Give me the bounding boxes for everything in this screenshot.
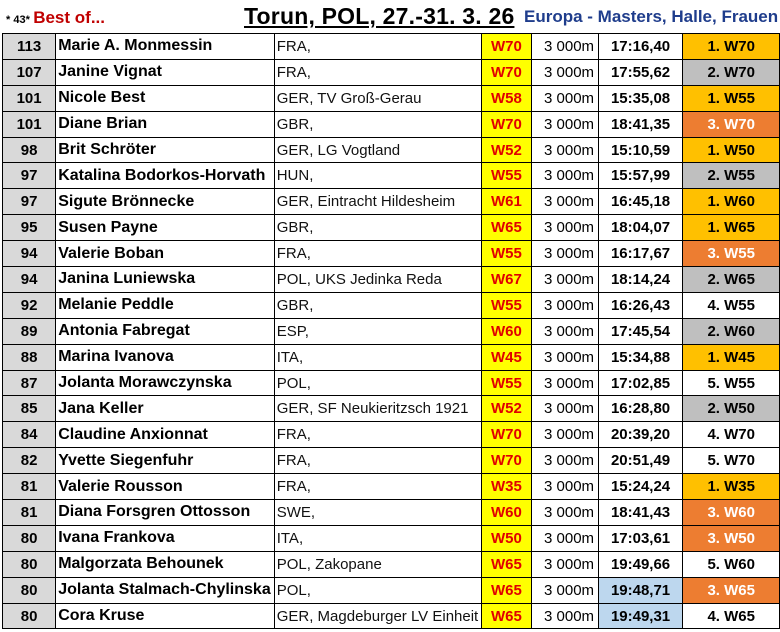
distance-cell: 3 000m <box>540 137 598 163</box>
spacer-cell <box>531 525 540 551</box>
age-category-cell: W65 <box>482 577 531 603</box>
points-cell: 97 <box>3 189 56 215</box>
athlete-name-cell: Jolanta Stalmach-Chylinska <box>56 577 275 603</box>
age-category-cell: W65 <box>482 215 531 241</box>
points-cell: 92 <box>3 292 56 318</box>
athlete-name-cell: Antonia Fabregat <box>56 318 275 344</box>
club-cell: GER, Eintracht Hildesheim <box>274 189 482 215</box>
distance-cell: 3 000m <box>540 267 598 293</box>
points-cell: 80 <box>3 603 56 629</box>
age-category-cell: W70 <box>482 422 531 448</box>
athlete-name-cell: Jana Keller <box>56 396 275 422</box>
club-cell: SWE, <box>274 500 482 526</box>
club-cell: FRA, <box>274 474 482 500</box>
spacer-cell <box>531 241 540 267</box>
time-cell: 15:24,24 <box>598 474 683 500</box>
points-cell: 88 <box>3 344 56 370</box>
placement-cell: 5. W60 <box>683 551 780 577</box>
header-prefix <box>6 8 105 28</box>
distance-cell: 3 000m <box>540 551 598 577</box>
table-row <box>3 396 780 422</box>
time-cell: 18:14,24 <box>598 267 683 293</box>
spacer-cell <box>531 189 540 215</box>
spacer-cell <box>531 292 540 318</box>
table-row <box>3 500 780 526</box>
spacer-cell <box>531 577 540 603</box>
placement-cell: 5. W70 <box>683 448 780 474</box>
table-row <box>3 344 780 370</box>
points-cell: 94 <box>3 241 56 267</box>
athlete-name-cell: Valerie Rousson <box>56 474 275 500</box>
placement-cell: 2. W60 <box>683 318 780 344</box>
placement-cell: 1. W60 <box>683 189 780 215</box>
placement-cell: 1. W50 <box>683 137 780 163</box>
spacer-cell <box>531 215 540 241</box>
club-cell: POL, UKS Jedinka Reda <box>274 267 482 293</box>
points-cell: 82 <box>3 448 56 474</box>
table-row <box>3 551 780 577</box>
distance-cell: 3 000m <box>540 34 598 60</box>
club-cell: GER, SF Neukieritzsch 1921 <box>274 396 482 422</box>
club-cell: ESP, <box>274 318 482 344</box>
athlete-name-cell: Jolanta Morawczynska <box>56 370 275 396</box>
club-cell: GBR, <box>274 111 482 137</box>
spacer-cell <box>531 500 540 526</box>
spacer-cell <box>531 318 540 344</box>
time-cell: 19:49,66 <box>598 551 683 577</box>
points-cell: 98 <box>3 137 56 163</box>
placement-cell: 3. W70 <box>683 111 780 137</box>
athlete-name-cell: Melanie Peddle <box>56 292 275 318</box>
table-row <box>3 85 780 111</box>
points-cell: 101 <box>3 85 56 111</box>
age-category-cell: W35 <box>482 474 531 500</box>
age-category-cell: W70 <box>482 111 531 137</box>
table-row <box>3 137 780 163</box>
club-cell: POL, Zakopane <box>274 551 482 577</box>
athlete-name-cell: Cora Kruse <box>56 603 275 629</box>
spacer-cell <box>531 448 540 474</box>
time-cell: 16:45,18 <box>598 189 683 215</box>
table-row <box>3 111 780 137</box>
placement-cell: 2. W50 <box>683 396 780 422</box>
club-cell: ITA, <box>274 344 482 370</box>
club-cell: POL, <box>274 370 482 396</box>
spacer-cell <box>531 422 540 448</box>
points-cell: 107 <box>3 59 56 85</box>
points-cell: 80 <box>3 525 56 551</box>
table-row <box>3 59 780 85</box>
table-row <box>3 448 780 474</box>
spacer-cell <box>531 551 540 577</box>
distance-cell: 3 000m <box>540 396 598 422</box>
athlete-name-cell: Valerie Boban <box>56 241 275 267</box>
table-row <box>3 370 780 396</box>
athlete-name-cell: Yvette Siegenfuhr <box>56 448 275 474</box>
placement-cell: 1. W55 <box>683 85 780 111</box>
placement-cell: 2. W65 <box>683 267 780 293</box>
distance-cell: 3 000m <box>540 344 598 370</box>
club-cell: FRA, <box>274 34 482 60</box>
points-cell: 80 <box>3 577 56 603</box>
best-of-label: Best of... <box>33 8 105 27</box>
time-cell: 15:57,99 <box>598 163 683 189</box>
placement-cell: 1. W70 <box>683 34 780 60</box>
age-category-cell: W55 <box>482 370 531 396</box>
club-cell: POL, <box>274 577 482 603</box>
age-category-cell: W70 <box>482 59 531 85</box>
athlete-name-cell: Janina Luniewska <box>56 267 275 293</box>
athlete-name-cell: Katalina Bodorkos-Horvath <box>56 163 275 189</box>
distance-cell: 3 000m <box>540 111 598 137</box>
time-cell: 17:55,62 <box>598 59 683 85</box>
distance-cell: 3 000m <box>540 474 598 500</box>
athlete-name-cell: Claudine Anxionnat <box>56 422 275 448</box>
club-cell: FRA, <box>274 422 482 448</box>
table-row <box>3 577 780 603</box>
time-cell: 15:35,08 <box>598 85 683 111</box>
placement-cell: 3. W60 <box>683 500 780 526</box>
placement-cell: 4. W65 <box>683 603 780 629</box>
time-cell: 19:49,31 <box>598 603 683 629</box>
table-row <box>3 34 780 60</box>
age-category-cell: W60 <box>482 500 531 526</box>
list-number: * 43* <box>6 14 30 26</box>
athlete-name-cell: Nicole Best <box>56 85 275 111</box>
athlete-name-cell: Susen Payne <box>56 215 275 241</box>
time-cell: 15:10,59 <box>598 137 683 163</box>
table-row <box>3 215 780 241</box>
age-category-cell: W65 <box>482 551 531 577</box>
athlete-name-cell: Marie A. Monmessin <box>56 34 275 60</box>
placement-cell: 4. W70 <box>683 422 780 448</box>
placement-cell: 4. W55 <box>683 292 780 318</box>
points-cell: 84 <box>3 422 56 448</box>
time-cell: 15:34,88 <box>598 344 683 370</box>
time-cell: 20:51,49 <box>598 448 683 474</box>
points-cell: 87 <box>3 370 56 396</box>
time-cell: 16:28,80 <box>598 396 683 422</box>
distance-cell: 3 000m <box>540 525 598 551</box>
time-cell: 18:41,35 <box>598 111 683 137</box>
age-category-cell: W60 <box>482 318 531 344</box>
distance-cell: 3 000m <box>540 422 598 448</box>
age-category-cell: W52 <box>482 396 531 422</box>
athlete-name-cell: Malgorzata Behounek <box>56 551 275 577</box>
time-cell: 17:03,61 <box>598 525 683 551</box>
club-cell: FRA, <box>274 59 482 85</box>
page-header <box>0 0 780 34</box>
table-row <box>3 241 780 267</box>
points-cell: 101 <box>3 111 56 137</box>
event-subtitle: Europa - Masters, Halle, Frauen <box>524 7 779 26</box>
distance-cell: 3 000m <box>540 241 598 267</box>
table-row <box>3 525 780 551</box>
time-cell: 16:26,43 <box>598 292 683 318</box>
distance-cell: 3 000m <box>540 85 598 111</box>
time-cell: 18:41,43 <box>598 500 683 526</box>
time-cell: 18:04,07 <box>598 215 683 241</box>
points-cell: 97 <box>3 163 56 189</box>
table-row <box>3 267 780 293</box>
spacer-cell <box>531 396 540 422</box>
spacer-cell <box>531 370 540 396</box>
age-category-cell: W55 <box>482 241 531 267</box>
placement-cell: 1. W45 <box>683 344 780 370</box>
spacer-cell <box>531 603 540 629</box>
spacer-cell <box>531 111 540 137</box>
spacer-cell <box>531 163 540 189</box>
table-row <box>3 474 780 500</box>
table-row <box>3 163 780 189</box>
distance-cell: 3 000m <box>540 215 598 241</box>
points-cell: 89 <box>3 318 56 344</box>
points-cell: 113 <box>3 34 56 60</box>
athlete-name-cell: Janine Vignat <box>56 59 275 85</box>
club-cell: GBR, <box>274 292 482 318</box>
time-cell: 17:02,85 <box>598 370 683 396</box>
table-row <box>3 292 780 318</box>
placement-cell: 3. W50 <box>683 525 780 551</box>
table-row <box>3 318 780 344</box>
age-category-cell: W65 <box>482 603 531 629</box>
table-row <box>3 422 780 448</box>
table-row <box>3 603 780 629</box>
club-cell: GER, Magdeburger LV Einheit <box>274 603 482 629</box>
distance-cell: 3 000m <box>540 59 598 85</box>
athlete-name-cell: Brit Schröter <box>56 137 275 163</box>
distance-cell: 3 000m <box>540 318 598 344</box>
club-cell: GER, LG Vogtland <box>274 137 482 163</box>
distance-cell: 3 000m <box>540 292 598 318</box>
time-cell: 20:39,20 <box>598 422 683 448</box>
athlete-name-cell: Marina Ivanova <box>56 344 275 370</box>
placement-cell: 3. W55 <box>683 241 780 267</box>
athlete-name-cell: Sigute Brönnecke <box>56 189 275 215</box>
results-table <box>2 33 780 629</box>
club-cell: FRA, <box>274 448 482 474</box>
distance-cell: 3 000m <box>540 500 598 526</box>
placement-cell: 1. W65 <box>683 215 780 241</box>
athlete-name-cell: Ivana Frankova <box>56 525 275 551</box>
points-cell: 81 <box>3 500 56 526</box>
distance-cell: 3 000m <box>540 163 598 189</box>
age-category-cell: W67 <box>482 267 531 293</box>
club-cell: GER, TV Groß-Gerau <box>274 85 482 111</box>
spacer-cell <box>531 34 540 60</box>
placement-cell: 5. W55 <box>683 370 780 396</box>
points-cell: 85 <box>3 396 56 422</box>
placement-cell: 3. W65 <box>683 577 780 603</box>
distance-cell: 3 000m <box>540 370 598 396</box>
age-category-cell: W55 <box>482 292 531 318</box>
club-cell: FRA, <box>274 241 482 267</box>
spacer-cell <box>531 85 540 111</box>
placement-cell: 2. W70 <box>683 59 780 85</box>
spacer-cell <box>531 474 540 500</box>
club-cell: HUN, <box>274 163 482 189</box>
placement-cell: 1. W35 <box>683 474 780 500</box>
distance-cell: 3 000m <box>540 448 598 474</box>
age-category-cell: W70 <box>482 448 531 474</box>
time-cell: 16:17,67 <box>598 241 683 267</box>
age-category-cell: W50 <box>482 525 531 551</box>
points-cell: 81 <box>3 474 56 500</box>
points-cell: 94 <box>3 267 56 293</box>
age-category-cell: W61 <box>482 189 531 215</box>
spacer-cell <box>531 59 540 85</box>
distance-cell: 3 000m <box>540 189 598 215</box>
age-category-cell: W70 <box>482 34 531 60</box>
spacer-cell <box>531 137 540 163</box>
age-category-cell: W45 <box>482 344 531 370</box>
time-cell: 17:45,54 <box>598 318 683 344</box>
points-cell: 80 <box>3 551 56 577</box>
distance-cell: 3 000m <box>540 603 598 629</box>
spacer-cell <box>531 344 540 370</box>
placement-cell: 2. W55 <box>683 163 780 189</box>
athlete-name-cell: Diane Brian <box>56 111 275 137</box>
spacer-cell <box>531 267 540 293</box>
table-row <box>3 189 780 215</box>
page-title: Torun, POL, 27.-31. 3. 26 <box>244 3 515 29</box>
distance-cell: 3 000m <box>540 577 598 603</box>
age-category-cell: W55 <box>482 163 531 189</box>
club-cell: ITA, <box>274 525 482 551</box>
time-cell: 17:16,40 <box>598 34 683 60</box>
athlete-name-cell: Diana Forsgren Ottosson <box>56 500 275 526</box>
club-cell: GBR, <box>274 215 482 241</box>
age-category-cell: W52 <box>482 137 531 163</box>
age-category-cell: W58 <box>482 85 531 111</box>
time-cell: 19:48,71 <box>598 577 683 603</box>
points-cell: 95 <box>3 215 56 241</box>
